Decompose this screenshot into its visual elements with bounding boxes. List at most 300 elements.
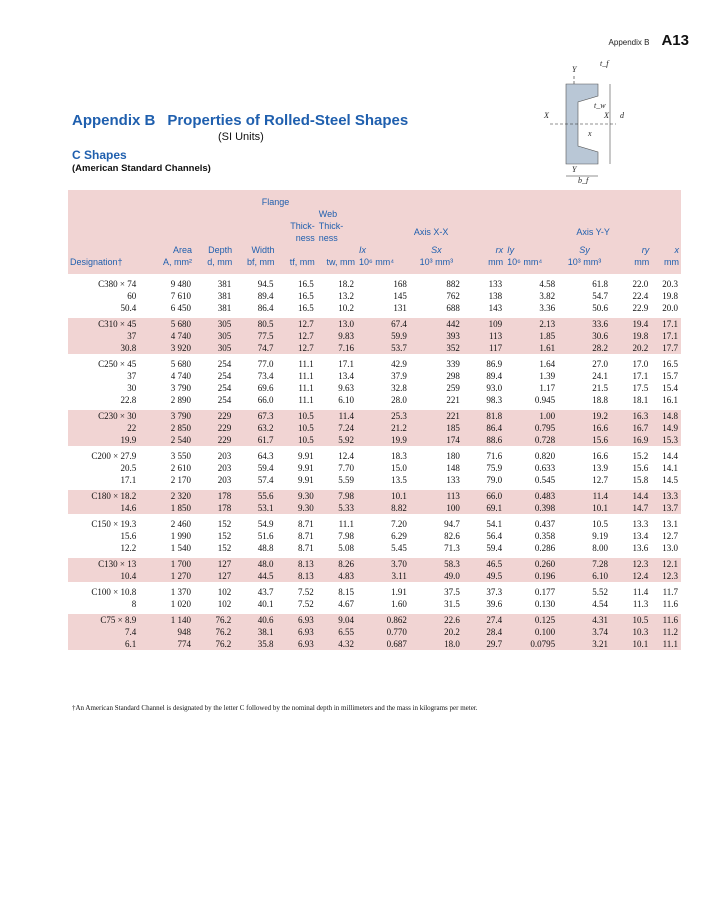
- diagram-label-bf: b_f: [578, 176, 589, 184]
- col-top-depth: Depth: [194, 244, 234, 256]
- value-cell: 305: [194, 330, 234, 342]
- value-cell: 86.9: [486, 359, 503, 369]
- value-cell: 53.1: [234, 502, 276, 514]
- value-cell: 59.9: [357, 330, 410, 342]
- value-cell: 7.16: [317, 342, 357, 354]
- value-cell: 93.0: [486, 383, 503, 393]
- value-cell: 28.2: [558, 342, 611, 354]
- value-cell: 67.4: [357, 318, 410, 330]
- value-cell: 6 450: [170, 303, 191, 313]
- value-cell: 1 540: [170, 543, 191, 553]
- value-cell: 298: [446, 371, 460, 381]
- value-cell: 203: [217, 463, 232, 473]
- value-cell: 178: [194, 502, 234, 514]
- value-cell: 40.1: [257, 599, 274, 609]
- table-row: [68, 290, 681, 302]
- title-text: Properties of Rolled-Steel Shapes: [167, 112, 409, 129]
- value-cell: 0.196: [505, 570, 558, 582]
- table-row: [68, 342, 681, 354]
- value-cell: 17.0: [632, 359, 649, 369]
- designation-cell: 30: [127, 383, 137, 393]
- value-cell: 39.6: [486, 599, 503, 609]
- value-cell: 339: [446, 359, 460, 369]
- value-cell: 22.6: [410, 614, 463, 626]
- value-cell: 76.2: [194, 626, 234, 638]
- diagram-label-d: d: [620, 111, 624, 120]
- value-cell: 5.59: [338, 475, 354, 485]
- value-cell: 73.4: [257, 371, 274, 381]
- value-cell: 16.5: [298, 279, 314, 289]
- table-row: [68, 330, 681, 342]
- diagram-label-x-small: x: [588, 129, 592, 138]
- value-cell: 10.5: [277, 422, 317, 434]
- value-cell: 15.6: [558, 434, 611, 446]
- value-cell: 63.2: [234, 422, 276, 434]
- designation-cell: C250 × 45: [98, 359, 137, 369]
- value-cell: 9.04: [317, 614, 357, 626]
- value-cell: 8.13: [277, 558, 317, 570]
- value-cell: 152: [217, 519, 232, 529]
- value-cell: 2 890: [170, 395, 191, 405]
- col-top-sx: Sx: [410, 244, 463, 256]
- value-cell: 5.52: [592, 587, 609, 597]
- value-cell: 15.6: [632, 463, 649, 473]
- value-cell: 11.4: [317, 410, 357, 422]
- value-cell: 100: [410, 502, 463, 514]
- value-cell: 8.26: [317, 558, 357, 570]
- value-cell: 88.6: [463, 434, 505, 446]
- value-cell: 0.0795: [505, 638, 558, 650]
- designation-cell: C380 × 74: [98, 279, 137, 289]
- value-cell: 81.8: [463, 410, 505, 422]
- value-cell: 11.3: [632, 599, 649, 609]
- value-cell: 13.6: [632, 543, 649, 553]
- value-cell: 254: [217, 371, 232, 381]
- col-label-sy: 10³ mm³: [558, 256, 611, 274]
- value-cell: 148: [446, 463, 460, 473]
- value-cell: 18.8: [592, 395, 609, 405]
- value-cell: 5.92: [317, 434, 357, 446]
- designation-cell: 22.8: [120, 395, 137, 405]
- value-cell: 17.1: [651, 330, 681, 342]
- value-cell: 1 700: [144, 558, 194, 570]
- value-cell: 0.358: [534, 531, 556, 541]
- value-cell: 381: [217, 291, 232, 301]
- value-cell: 53.7: [357, 342, 410, 354]
- table-row: [68, 598, 681, 610]
- value-cell: 113: [463, 330, 505, 342]
- value-cell: 0.795: [505, 422, 558, 434]
- value-cell: 229: [194, 434, 234, 446]
- value-cell: 2.13: [505, 318, 558, 330]
- col-top-ry: ry: [611, 244, 651, 256]
- value-cell: 77.5: [234, 330, 276, 342]
- designation-cell: 22: [68, 422, 144, 434]
- col-top-tf: Thick-ness: [277, 220, 317, 244]
- value-cell: 58.3: [410, 558, 463, 570]
- header-row-web: [68, 208, 681, 220]
- col-label-designation: Designation†: [68, 256, 144, 274]
- value-cell: 17.5: [632, 383, 649, 393]
- value-cell: 18.2: [338, 279, 354, 289]
- value-cell: 35.8: [234, 638, 276, 650]
- value-cell: 5.08: [338, 543, 354, 553]
- value-cell: 7.70: [338, 463, 354, 473]
- value-cell: 33.6: [558, 318, 611, 330]
- value-cell: 3 790: [144, 410, 194, 422]
- value-cell: 774: [144, 638, 194, 650]
- header-row-symbols: [68, 244, 681, 256]
- col-label-tf: tf, mm: [277, 256, 317, 274]
- value-cell: 56.4: [486, 531, 503, 541]
- value-cell: 8.00: [592, 543, 609, 553]
- value-cell: 12.3: [651, 570, 681, 582]
- value-cell: 7.52: [298, 599, 314, 609]
- value-cell: 11.2: [651, 626, 681, 638]
- value-cell: 94.5: [257, 279, 274, 289]
- value-cell: 15.3: [651, 434, 681, 446]
- value-cell: 2 610: [170, 463, 191, 473]
- value-cell: 0.728: [505, 434, 558, 446]
- value-cell: 6.29: [391, 531, 407, 541]
- value-cell: 80.5: [234, 318, 276, 330]
- value-cell: 10.5: [592, 519, 609, 529]
- value-cell: 15.8: [632, 475, 649, 485]
- value-cell: 14.9: [651, 422, 681, 434]
- value-cell: 11.1: [298, 395, 314, 405]
- value-cell: 10.3: [611, 626, 651, 638]
- value-cell: 59.4: [486, 543, 503, 553]
- value-cell: 0.633: [534, 463, 556, 473]
- value-cell: 1.00: [505, 410, 558, 422]
- value-cell: 15.7: [662, 371, 678, 381]
- axis-xx-header: Axis X-X: [357, 220, 505, 244]
- value-cell: 46.5: [463, 558, 505, 570]
- value-cell: 18.1: [632, 395, 649, 405]
- value-cell: 13.3: [651, 490, 681, 502]
- value-cell: 11.4: [558, 490, 611, 502]
- diagram-label-tf: t_f: [600, 59, 609, 68]
- value-cell: 1.85: [505, 330, 558, 342]
- value-cell: 67.3: [234, 410, 276, 422]
- value-cell: 66.0: [257, 395, 274, 405]
- value-cell: 14.8: [651, 410, 681, 422]
- designation-cell: 14.6: [68, 502, 144, 514]
- value-cell: 9.83: [317, 330, 357, 342]
- table-row: [68, 586, 681, 598]
- value-cell: 75.9: [486, 463, 503, 473]
- designation-cell: 8: [131, 599, 137, 609]
- value-cell: 7.24: [317, 422, 357, 434]
- value-cell: 69.1: [463, 502, 505, 514]
- value-cell: 1.91: [391, 587, 407, 597]
- value-cell: 82.6: [444, 531, 460, 541]
- value-cell: 11.1: [338, 519, 354, 529]
- value-cell: 0.437: [534, 519, 556, 529]
- value-cell: 221: [446, 395, 460, 405]
- value-cell: 14.5: [662, 475, 678, 485]
- value-cell: 203: [217, 451, 232, 461]
- table-row: [68, 318, 681, 330]
- value-cell: 229: [194, 422, 234, 434]
- designation-cell: 7.4: [68, 626, 144, 638]
- value-cell: 11.1: [651, 638, 681, 650]
- value-cell: 1.60: [391, 599, 407, 609]
- web-group-header: Web: [317, 208, 357, 220]
- value-cell: 0.286: [534, 543, 556, 553]
- value-cell: 20.2: [611, 342, 651, 354]
- value-cell: 13.4: [338, 371, 354, 381]
- value-cell: 12.1: [651, 558, 681, 570]
- value-cell: 352: [410, 342, 463, 354]
- value-cell: 13.0: [662, 543, 678, 553]
- col-label-tw: tw, mm: [317, 256, 357, 274]
- value-cell: 1 270: [144, 570, 194, 582]
- value-cell: 3 920: [144, 342, 194, 354]
- value-cell: 3 790: [170, 383, 191, 393]
- col-top-x: x: [651, 244, 681, 256]
- value-cell: 17.7: [651, 342, 681, 354]
- col-top-ix: Ix: [357, 244, 410, 256]
- value-cell: 10.5: [611, 614, 651, 626]
- diagram-label-tw: t_w: [594, 101, 606, 110]
- table-body: [68, 274, 681, 650]
- running-head: Appendix B: [608, 38, 650, 47]
- table-row: [68, 626, 681, 638]
- table-row: [68, 450, 681, 462]
- value-cell: 86.4: [463, 422, 505, 434]
- value-cell: 9.30: [277, 490, 317, 502]
- value-cell: 305: [194, 342, 234, 354]
- value-cell: 229: [194, 410, 234, 422]
- value-cell: 1.17: [539, 383, 556, 393]
- page-header: [609, 32, 689, 49]
- value-cell: 5 680: [144, 318, 194, 330]
- header-row-units: [68, 256, 681, 274]
- value-cell: 16.9: [611, 434, 651, 446]
- value-cell: 28.0: [391, 395, 407, 405]
- value-cell: 7.20: [391, 519, 407, 529]
- value-cell: 0.398: [505, 502, 558, 514]
- value-cell: 79.0: [486, 475, 503, 485]
- value-cell: 22.4: [632, 291, 649, 301]
- value-cell: 86.4: [257, 303, 274, 313]
- value-cell: 16.5: [298, 291, 314, 301]
- designation-cell: 19.9: [68, 434, 144, 446]
- value-cell: 14.4: [662, 451, 678, 461]
- value-cell: 38.1: [234, 626, 276, 638]
- value-cell: 19.8: [611, 330, 651, 342]
- value-cell: 11.7: [662, 587, 678, 597]
- value-cell: 13.2: [338, 291, 354, 301]
- value-cell: 0.260: [505, 558, 558, 570]
- col-label-width: bf, mm: [234, 256, 276, 274]
- value-cell: 22.9: [632, 303, 649, 313]
- value-cell: 74.7: [234, 342, 276, 354]
- table-row: [68, 394, 681, 406]
- diagram-label-y-bottom: Y: [572, 165, 577, 174]
- value-cell: 12.7: [277, 342, 317, 354]
- value-cell: 9.19: [592, 531, 609, 541]
- designation-cell: C100 × 10.8: [91, 587, 137, 597]
- designation-cell: 37: [127, 371, 137, 381]
- col-top-rx: rx: [463, 244, 505, 256]
- table-row: [68, 278, 681, 290]
- value-cell: 13.7: [651, 502, 681, 514]
- value-cell: 9.91: [298, 475, 314, 485]
- value-cell: 109: [463, 318, 505, 330]
- table-row: [68, 490, 681, 502]
- value-cell: 127: [194, 570, 234, 582]
- value-cell: 6.10: [338, 395, 354, 405]
- value-cell: 20.2: [410, 626, 463, 638]
- value-cell: 2 460: [170, 519, 191, 529]
- axis-yy-header: Axis Y-Y: [505, 220, 681, 244]
- value-cell: 2 320: [144, 490, 194, 502]
- value-cell: 0.770: [357, 626, 410, 638]
- value-cell: 3.36: [539, 303, 556, 313]
- value-cell: 13.3: [632, 519, 649, 529]
- value-cell: 89.4: [486, 371, 503, 381]
- table-row: [68, 358, 681, 370]
- value-cell: 0.125: [505, 614, 558, 626]
- value-cell: 61.7: [234, 434, 276, 446]
- designation-cell: C150 × 19.3: [91, 519, 137, 529]
- value-cell: 24.1: [592, 371, 609, 381]
- col-top-iy: Iy: [505, 244, 558, 256]
- value-cell: 76.2: [194, 638, 234, 650]
- value-cell: 127: [194, 558, 234, 570]
- designation-cell: C130 × 13: [68, 558, 144, 570]
- value-cell: 4.58: [539, 279, 556, 289]
- value-cell: 49.5: [463, 570, 505, 582]
- value-cell: 178: [194, 490, 234, 502]
- value-cell: 17.1: [651, 318, 681, 330]
- value-cell: 31.5: [444, 599, 460, 609]
- table-row: [68, 434, 681, 446]
- col-label-x: mm: [651, 256, 681, 274]
- value-cell: 1.64: [539, 359, 556, 369]
- value-cell: 138: [488, 291, 503, 301]
- value-cell: 66.0: [463, 490, 505, 502]
- designation-cell: 17.1: [120, 475, 137, 485]
- value-cell: 76.2: [194, 614, 234, 626]
- value-cell: 145: [393, 291, 407, 301]
- value-cell: 1 370: [170, 587, 191, 597]
- value-cell: 3 550: [170, 451, 191, 461]
- value-cell: 28.4: [463, 626, 505, 638]
- value-cell: 3.82: [539, 291, 556, 301]
- value-cell: 27.0: [592, 359, 609, 369]
- value-cell: 55.6: [234, 490, 276, 502]
- value-cell: 20.3: [662, 279, 678, 289]
- designation-cell: 37: [68, 330, 144, 342]
- value-cell: 2 540: [144, 434, 194, 446]
- value-cell: 10.1: [611, 638, 651, 650]
- value-cell: 688: [446, 303, 460, 313]
- value-cell: 54.9: [257, 519, 274, 529]
- table-row: [68, 518, 681, 530]
- col-label-sx: 10³ mm³: [410, 256, 463, 274]
- col-top-sy: Sy: [558, 244, 611, 256]
- value-cell: 77.0: [257, 359, 274, 369]
- value-cell: 13.9: [592, 463, 609, 473]
- value-cell: 10.5: [277, 410, 317, 422]
- value-cell: 0.862: [357, 614, 410, 626]
- value-cell: 16.3: [611, 410, 651, 422]
- value-cell: 1.39: [539, 371, 556, 381]
- value-cell: 8.71: [298, 531, 314, 541]
- designation-cell: 10.4: [68, 570, 144, 582]
- appendix-label: Appendix B: [72, 112, 156, 129]
- value-cell: 3.70: [357, 558, 410, 570]
- table-row: [68, 422, 681, 434]
- value-cell: 0.483: [505, 490, 558, 502]
- value-cell: 29.7: [463, 638, 505, 650]
- value-cell: 102: [217, 599, 232, 609]
- designation-cell: 50.4: [120, 303, 137, 313]
- value-cell: 15.2: [632, 451, 649, 461]
- value-cell: 9 480: [170, 279, 191, 289]
- value-cell: 7.28: [558, 558, 611, 570]
- value-cell: 32.8: [391, 383, 407, 393]
- value-cell: 0.687: [357, 638, 410, 650]
- value-cell: 13.4: [632, 531, 649, 541]
- value-cell: 12.7: [277, 330, 317, 342]
- designation-cell: C180 × 18.2: [68, 490, 144, 502]
- diagram-label-x-right: X: [604, 111, 609, 120]
- footnote: †An American Standard Channel is designated by the letter C followed by the nominal depth in millimeters and the mass in kilograms per meter.: [72, 704, 478, 712]
- value-cell: 27.4: [463, 614, 505, 626]
- value-cell: 42.9: [391, 359, 407, 369]
- value-cell: 12.3: [611, 558, 651, 570]
- value-cell: 7.98: [317, 490, 357, 502]
- value-cell: 203: [217, 475, 232, 485]
- section-subtitle: (American Standard Channels): [72, 163, 211, 174]
- value-cell: 21.2: [357, 422, 410, 434]
- value-cell: 6.93: [277, 626, 317, 638]
- value-cell: 17.1: [338, 359, 354, 369]
- value-cell: 6.93: [277, 638, 317, 650]
- col-label-rx: mm: [463, 256, 505, 274]
- value-cell: 2 850: [144, 422, 194, 434]
- value-cell: 48.8: [257, 543, 274, 553]
- diagram-label-x-left: X: [544, 111, 549, 120]
- value-cell: 305: [194, 318, 234, 330]
- value-cell: 7.52: [298, 587, 314, 597]
- value-cell: 40.6: [234, 614, 276, 626]
- value-cell: 1 850: [144, 502, 194, 514]
- value-cell: 11.1: [298, 359, 314, 369]
- value-cell: 49.0: [410, 570, 463, 582]
- value-cell: 16.1: [662, 395, 678, 405]
- value-cell: 37.9: [391, 371, 407, 381]
- value-cell: 11.6: [651, 614, 681, 626]
- value-cell: 0.945: [534, 395, 556, 405]
- value-cell: 8.13: [277, 570, 317, 582]
- value-cell: 61.8: [592, 279, 609, 289]
- value-cell: 16.7: [611, 422, 651, 434]
- table-row: [68, 638, 681, 650]
- col-top-width: Width: [234, 244, 276, 256]
- value-cell: 10.1: [558, 502, 611, 514]
- value-cell: 13.0: [317, 318, 357, 330]
- value-cell: 762: [446, 291, 460, 301]
- header-row-groups: [68, 190, 681, 208]
- table-row: [68, 410, 681, 422]
- channel-cross-section-diagram: [540, 56, 640, 184]
- value-cell: 11.4: [632, 587, 649, 597]
